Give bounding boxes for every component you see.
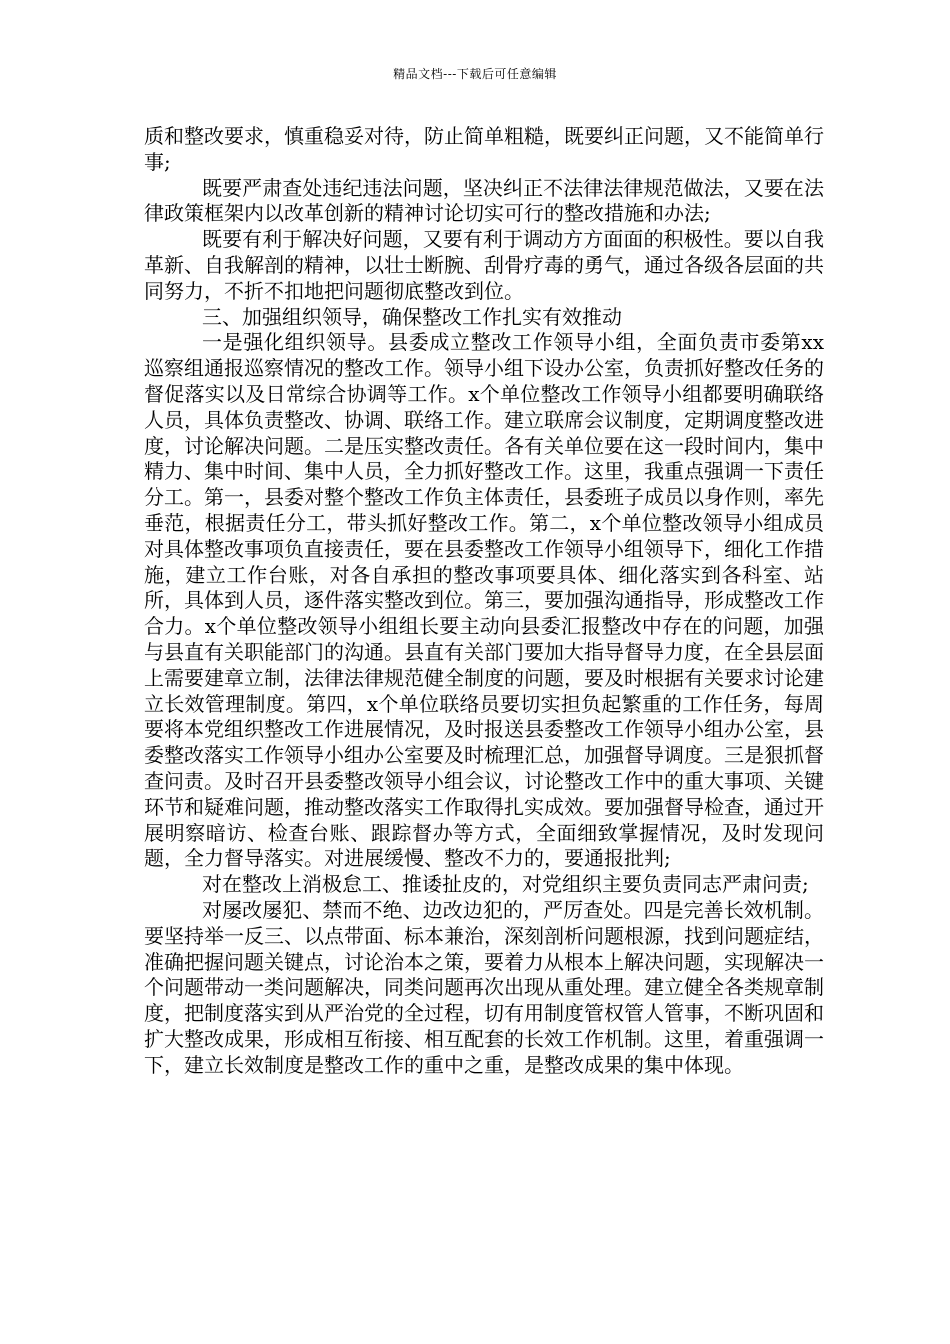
page-header: 精品文档---下载后可任意编辑 (393, 67, 557, 81)
section-heading: 三、加强组织领导，确保整改工作扎实有效推动 (202, 304, 622, 329)
document-body (144, 124, 824, 1078)
paragraph: 对屡改屡犯、禁而不绝、边改边犯的，严厉查处。四是完善长效机制。要坚持举一反三、以点带面、标本兼治，深刻剖析问题根源，找到问题症结，准确把握问题关键点，讨论治本之策，要着力从根本上解决问题，实现解决一个问题带动一类问题解决，同类问题再次出现从重处理。建立健全各类规章制度，把制度落实到从严治党的全过程，切有用制度管权管人管事，不断巩固和扩大整改成果，形成相互衔接、相互配套的长效工作机制。这里，着重强调一下，建立长效制度是整改工作的重中之重，是整改成果的集中体现。 (144, 897, 824, 1077)
paragraph: 既要有利于解决好问题，又要有利于调动方方面面的积极性。要以自我革新、自我解剖的精神，以壮士断腕、刮骨疗毒的勇气，通过各级各层面的共同努力，不折不扣地把问题彻底整改到位。 (144, 227, 824, 303)
paragraph-continuation: 质和整改要求，慎重稳妥对待，防止简单粗糙，既要纠正问题，又不能简单行事; (144, 124, 824, 174)
paragraph: 既要严肃查处违纪违法问题，坚决纠正不法律法律规范做法，又要在法律政策框架内以改革创新的精神讨论切实可行的整改措施和办法; (144, 175, 824, 226)
paragraph: 一是强化组织领导。县委成立整改工作领导小组，全面负责市委第xx巡察组通报巡察情况的整改工作。领导小组下设办公室，负责抓好整改任务的督促落实以及日常综合协调等工作。x个单位整改工作领导小组都要明确联络人员，具体负责整改、协调、联络工作。建立联席会议制度，定期调度整改进度，讨论解决问题。二是压实整改责任。各有关单位要在这一段时间内，集中精力、集中时间、集中人员，全力抓好整改工作。这里，我重点强调一下责任分工。第一，县委对整个整改工作负主体责任，县委班子成员以身作则，率先垂范，根据责任分工，带头抓好整改工作。第二，x个单位整改领导小组成员对具体整改事项负直接责任，要在县委整改工作领导小组领导下，细化工作措施，建立工作台账，对各自承担的整改事项要具体、细化落实到各科室、站所，具体到人员，逐件落实整改到位。第三，要加强沟通指导，形成整改工作合力。x个单位整改领导小组组长要主动向县委汇报整改中存在的问题，加强与县直有关职能部门的沟通。县直有关部门要加大指导督导力度，在全县层面上需要建章立制，法律法律规范健全制度的问题，要及时根据有关要求讨论建立长效管理制度。第四，x个单位联络员要切实担负起繁重的工作任务，每周要将本党组织整改工作进展情况，及时报送县委整改工作领导小组办公室，县委整改落实工作领导小组办公室要及时梳理汇总，加强督导调度。三是狠抓督查问责。及时召开县委整改领导小组会议，讨论整改工作中的重大事项、关键环节和疑难问题，推动整改落实工作取得扎实成效。要加强督导检查，通过开展明察暗访、检查台账、跟踪督办等方式，全面细致掌握情况，及时发现问题，全力督导落实。对进展缓慢、整改不力的，要通报批判; (144, 330, 824, 871)
paragraph: 对在整改上消极怠工、推诿扯皮的，对党组织主要负责同志严肃问责; (202, 872, 809, 897)
